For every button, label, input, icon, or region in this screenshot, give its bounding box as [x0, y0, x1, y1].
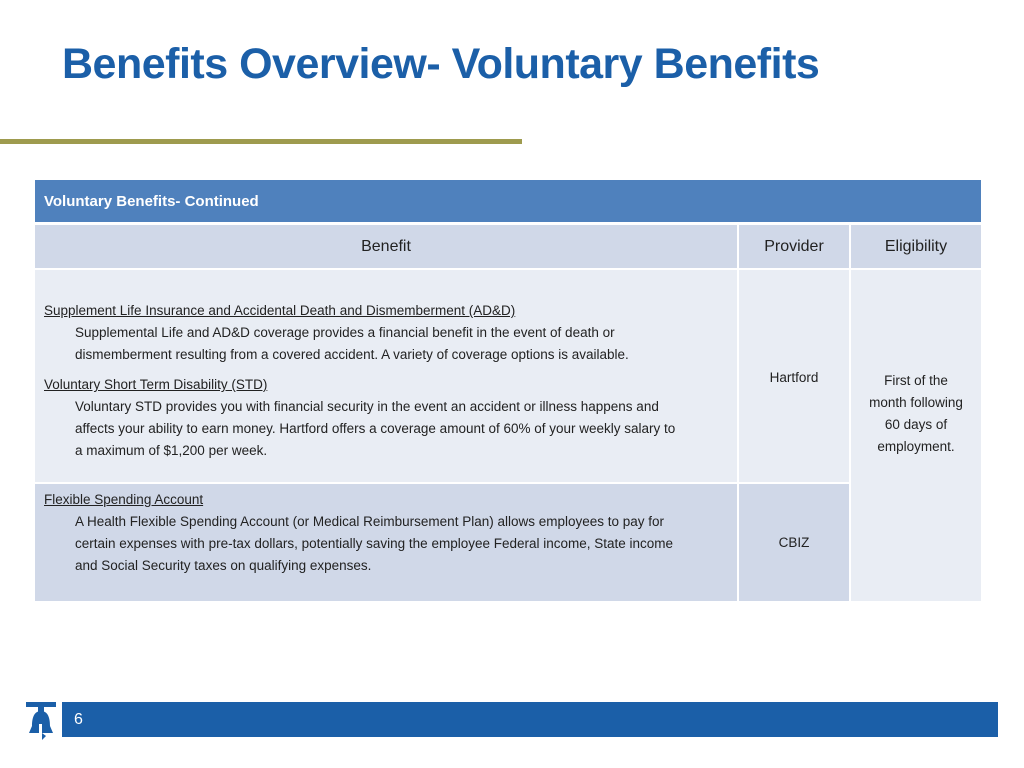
spacer	[44, 366, 725, 374]
benefit-title-std: Voluntary Short Term Disability (STD)	[44, 377, 268, 392]
footer-bar	[62, 702, 998, 737]
slide-title: Benefits Overview- Voluntary Benefits	[62, 40, 820, 88]
eligibility-text	[861, 370, 971, 458]
benefit-desc-line: a maximum of $1,200 per week.	[75, 443, 268, 458]
provider-name: Hartford	[769, 370, 819, 385]
benefit-desc-line: dismemberment resulting from a covered accident. A variety of coverage options is available.	[75, 347, 629, 362]
benefit-desc-line: Supplemental Life and AD&D coverage provides a financial benefit in the event of death or	[75, 325, 615, 340]
benefit-desc-line: affects your ability to earn money. Hartford offers a coverage amount of 60% of your weekly salary to	[75, 421, 676, 436]
title-underline	[0, 139, 522, 144]
eligibility-cell	[851, 270, 981, 601]
benefit-cell-life-std	[35, 270, 737, 482]
benefit-desc-line: and Social Security taxes on qualifying expenses.	[75, 558, 372, 573]
eligibility-line: employment.	[877, 438, 955, 454]
benefit-cell-fsa	[35, 484, 737, 601]
benefits-table	[35, 180, 981, 601]
table-heading: Voluntary Benefits- Continued	[35, 180, 981, 222]
table-grid	[35, 225, 981, 601]
benefit-desc-line: certain expenses with pre-tax dollars, potentially saving the employee Federal income, State income	[75, 536, 674, 551]
page-number: 6	[74, 710, 83, 728]
bell-tower-logo-icon	[24, 700, 58, 742]
column-header-provider: Provider	[739, 225, 849, 268]
benefit-title-fsa: Flexible Spending Account	[44, 492, 204, 507]
eligibility-line: month following	[869, 394, 963, 410]
eligibility-line: 60 days of	[884, 416, 948, 432]
benefit-title-life-add: Supplement Life Insurance and Accidental Death and Dismemberment (AD&D)	[44, 303, 516, 318]
column-header-eligibility: Eligibility	[851, 225, 981, 268]
eligibility-line: First of the	[884, 372, 948, 388]
column-header-benefit: Benefit	[35, 225, 737, 268]
provider-cell-hartford	[739, 270, 849, 482]
provider-cell-cbiz	[739, 484, 849, 601]
benefit-desc-line: A Health Flexible Spending Account (or Medical Reimbursement Plan) allows employees to pay for	[75, 514, 665, 529]
benefit-desc-line: Voluntary STD provides you with financial security in the event an accident or illness happens and	[75, 399, 659, 414]
provider-name: CBIZ	[778, 535, 810, 550]
